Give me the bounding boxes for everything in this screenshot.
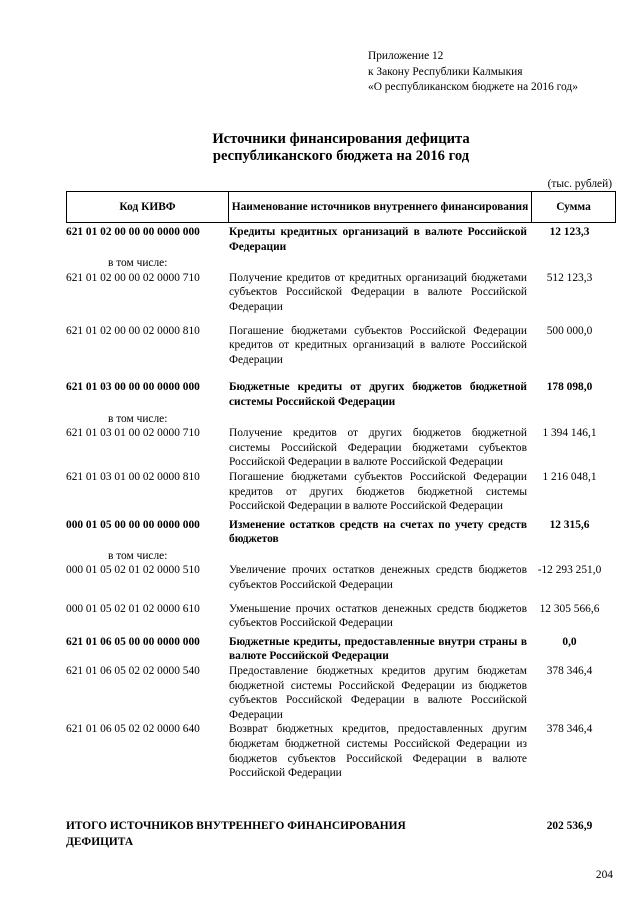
row-name: Погашение бюджетами субъектов Российской Федерации кредитов от кредитных организаций в валюте Российской Федерации [229, 324, 527, 366]
total-label-line-2: ДЕФИЦИТА [66, 836, 134, 848]
title-line-1: Источники финансирования дефицита [212, 131, 470, 147]
title-line-2: республиканского бюджета на 2016 год [212, 148, 470, 164]
row-code: 621 01 06 05 02 02 0000 640 [66, 723, 200, 736]
row-name: Возврат бюджетных кредитов, предоставленных другим бюджетам бюджетной системы Российской Федерации из бюджетов субъектов Российской Федерации в валюте Российской Федерации [229, 723, 527, 780]
row-code: 621 01 06 05 02 02 0000 540 [66, 665, 200, 678]
row-code: 000 01 05 00 00 00 0000 000 [66, 518, 200, 531]
table-row [66, 470, 612, 514]
appendix-line-3: «О республиканском бюджете на 2016 год» [368, 81, 578, 93]
total-label-line-1: ИТОГО ИСТОЧНИКОВ ВНУТРЕННЕГО ФИНАНСИРОВАНИЯ [66, 820, 406, 832]
row-code: 621 01 02 00 00 00 0000 000 [66, 226, 200, 238]
row-sum: 500 000,0 [546, 324, 593, 337]
total-sum: 202 536,9 [546, 820, 593, 832]
subheading-in-that-number: в том числе: [108, 412, 168, 425]
row-sum: 12 305 566,6 [539, 602, 600, 615]
appendix-block [368, 49, 578, 96]
table-row [66, 722, 612, 780]
row-name: Получение кредитов от других бюджетов бюджетной системы Российской Федерации бюджетами субъектов Российской Федерации в валюте Российской Федерации [229, 427, 527, 469]
row-sum: 12 315,6 [549, 518, 590, 531]
total-label [66, 818, 527, 850]
table-row [66, 664, 612, 722]
row-code: 000 01 05 02 01 02 0000 510 [66, 564, 200, 577]
row-sum: 512 123,3 [546, 271, 593, 284]
table-row [66, 563, 612, 592]
row-name: Уменьшение прочих остатков денежных средств бюджетов субъектов Российской Федерации [229, 602, 527, 630]
row-sum: 1 394 146,1 [542, 427, 597, 440]
row-code: 000 01 05 02 01 02 0000 610 [66, 602, 200, 615]
header-sum: Сумма [532, 192, 616, 223]
subheading-in-that-number: в том числе: [108, 257, 168, 270]
table-row [66, 426, 612, 470]
table-body [66, 225, 612, 781]
table-row [66, 380, 612, 409]
row-code: 621 01 03 01 00 02 0000 810 [66, 470, 200, 483]
document-title [0, 131, 640, 165]
page-number: 204 [595, 869, 613, 881]
row-sum: 378 346,4 [546, 665, 593, 678]
header-name: Наименование источников внутреннего финансирования [229, 192, 532, 223]
row-code: 621 01 06 05 00 00 0000 000 [66, 635, 200, 648]
row-name: Бюджетные кредиты от других бюджетов бюджетной системы Российской Федерации [229, 381, 527, 408]
header-code: Код КИВФ [67, 192, 229, 223]
total-row [66, 818, 612, 850]
appendix-line-2: к Закону Республики Калмыкия [368, 65, 523, 78]
table-row [66, 635, 612, 664]
row-sum: 378 346,4 [546, 723, 593, 736]
row-code: 621 01 02 00 00 02 0000 710 [66, 271, 200, 284]
row-code: 621 01 03 01 00 02 0000 710 [66, 427, 200, 440]
row-sum: 1 216 048,1 [542, 470, 597, 483]
table-header [66, 191, 616, 223]
subheading-in-that-number: в том числе: [108, 549, 168, 562]
table-row [66, 324, 612, 368]
row-name: Получение кредитов от кредитных организаций бюджетами субъектов Российской Федерации в валюте Российской Федерации [229, 271, 527, 313]
row-name: Увеличение прочих остатков денежных средств бюджетов субъектов Российской Федерации [229, 564, 527, 592]
row-name: Кредиты кредитных организаций в валюте Российской Федерации [229, 226, 527, 253]
appendix-line-1: Приложение 12 [368, 50, 444, 62]
table-row [66, 271, 612, 315]
units-label: (тыс. рублей) [547, 178, 612, 190]
row-code: 621 01 03 00 00 00 0000 000 [66, 381, 200, 394]
row-name: Изменение остатков средств на счетах по учету средств бюджетов [229, 518, 527, 546]
table-row [66, 518, 612, 547]
row-sum: 0,0 [562, 635, 577, 648]
row-sum: 12 123,3 [549, 226, 590, 238]
row-name: Бюджетные кредиты, предоставленные внутри страны в валюте Российской Федерации [229, 635, 527, 663]
row-name: Погашение бюджетами субъектов Российской Федерации кредитов от других бюджетов бюджетной системы Российской Федерации в валюте Российской Федерации [229, 470, 527, 513]
row-sum: -12 293 251,0 [537, 564, 602, 577]
table-row [66, 602, 612, 631]
row-code: 621 01 02 00 00 02 0000 810 [66, 324, 200, 337]
table-row [66, 225, 612, 254]
row-sum: 178 098,0 [546, 381, 593, 394]
row-name: Предоставление бюджетных кредитов другим бюджетам бюджетной системы Российской Федерации из бюджетов субъектов Российской Федерации в валюте Российской Федерации [229, 665, 527, 721]
